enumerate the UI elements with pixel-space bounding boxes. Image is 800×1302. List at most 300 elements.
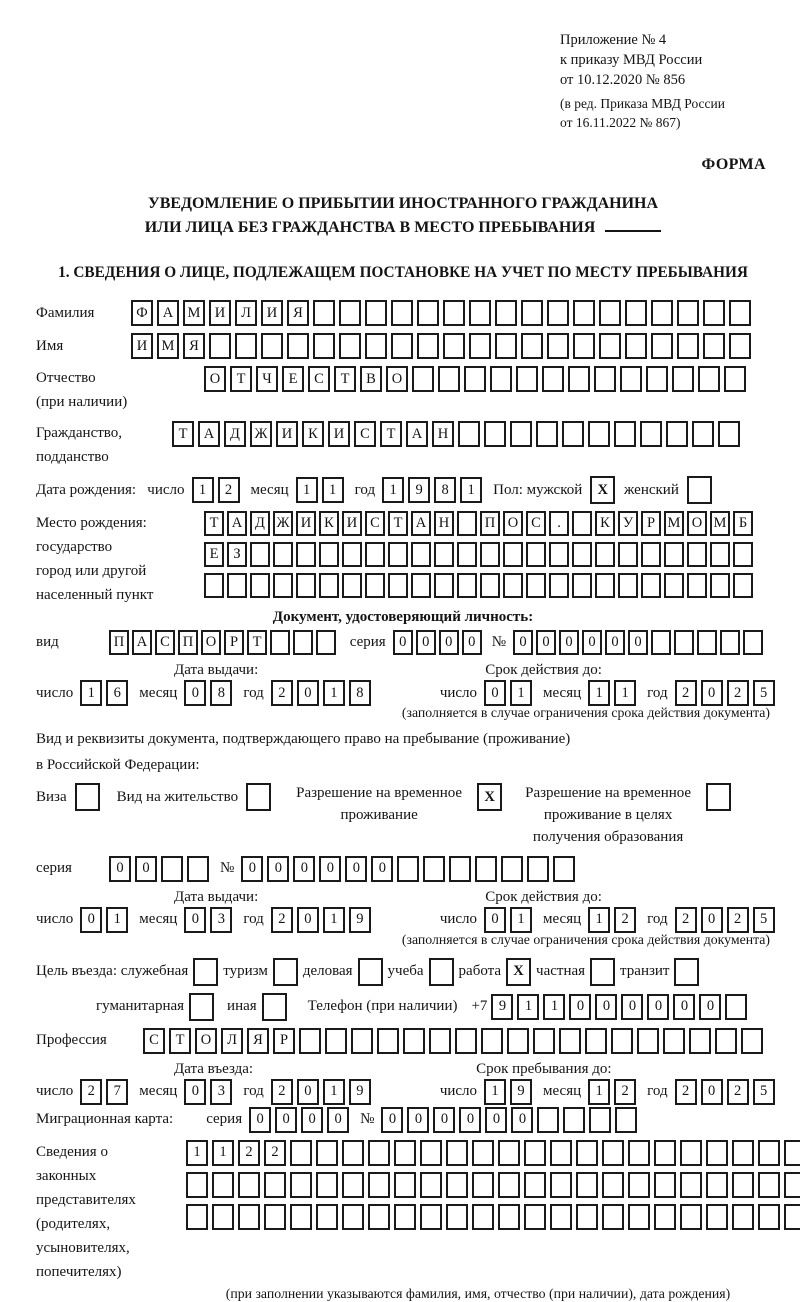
- char-cell[interactable]: [391, 333, 413, 359]
- char-cell[interactable]: 7: [106, 1079, 128, 1105]
- char-cell[interactable]: 0: [135, 856, 157, 882]
- char-cell[interactable]: О: [195, 1028, 217, 1054]
- char-cell[interactable]: 2: [238, 1140, 260, 1166]
- char-cell[interactable]: [495, 333, 517, 359]
- char-cell[interactable]: [628, 1204, 650, 1230]
- char-cell[interactable]: 1: [510, 907, 532, 933]
- char-cell[interactable]: [640, 421, 662, 447]
- char-cell[interactable]: [342, 542, 362, 567]
- char-cell[interactable]: [391, 300, 413, 326]
- char-cell[interactable]: 8: [349, 680, 371, 706]
- char-cell[interactable]: [204, 573, 224, 598]
- char-cell[interactable]: [472, 1204, 494, 1230]
- char-cell[interactable]: 0: [462, 630, 482, 655]
- char-cell[interactable]: [573, 333, 595, 359]
- char-cell[interactable]: И: [276, 421, 298, 447]
- char-cell[interactable]: [273, 573, 293, 598]
- char-cell[interactable]: 1: [543, 994, 565, 1020]
- char-cell[interactable]: [475, 856, 497, 882]
- char-cell[interactable]: [651, 630, 671, 655]
- char-cell[interactable]: [339, 300, 361, 326]
- char-cell[interactable]: [316, 1172, 338, 1198]
- char-cell[interactable]: [568, 366, 590, 392]
- char-cell[interactable]: [388, 542, 408, 567]
- char-cell[interactable]: [666, 421, 688, 447]
- char-cell[interactable]: [641, 573, 661, 598]
- char-cell[interactable]: Т: [230, 366, 252, 392]
- char-cell[interactable]: И: [296, 511, 316, 536]
- char-cell[interactable]: 2: [264, 1140, 286, 1166]
- purpose-tourism-checkbox[interactable]: [273, 958, 298, 986]
- char-cell[interactable]: [550, 1140, 572, 1166]
- char-cell[interactable]: [784, 1204, 800, 1230]
- char-cell[interactable]: [741, 1028, 763, 1054]
- char-cell[interactable]: [484, 421, 506, 447]
- char-cell[interactable]: 0: [184, 907, 206, 933]
- char-cell[interactable]: [784, 1140, 800, 1166]
- char-cell[interactable]: А: [411, 511, 431, 536]
- char-cell[interactable]: 2: [675, 1079, 697, 1105]
- char-cell[interactable]: Т: [380, 421, 402, 447]
- char-cell[interactable]: 0: [595, 994, 617, 1020]
- char-cell[interactable]: [481, 1028, 503, 1054]
- char-cell[interactable]: [464, 366, 486, 392]
- char-cell[interactable]: 3: [210, 907, 232, 933]
- char-cell[interactable]: Т: [334, 366, 356, 392]
- char-cell[interactable]: [319, 573, 339, 598]
- char-cell[interactable]: 0: [582, 630, 602, 655]
- char-cell[interactable]: [498, 1140, 520, 1166]
- char-cell[interactable]: [732, 1140, 754, 1166]
- char-cell[interactable]: 8: [210, 680, 232, 706]
- char-cell[interactable]: [628, 1140, 650, 1166]
- char-cell[interactable]: [238, 1172, 260, 1198]
- char-cell[interactable]: [325, 1028, 347, 1054]
- char-cell[interactable]: [706, 1140, 728, 1166]
- char-cell[interactable]: [710, 573, 730, 598]
- char-cell[interactable]: С: [365, 511, 385, 536]
- char-cell[interactable]: [429, 1028, 451, 1054]
- char-cell[interactable]: 1: [322, 477, 344, 503]
- char-cell[interactable]: [161, 856, 183, 882]
- char-cell[interactable]: 5: [753, 1079, 775, 1105]
- char-cell[interactable]: 0: [628, 630, 648, 655]
- char-cell[interactable]: 2: [675, 680, 697, 706]
- char-cell[interactable]: [733, 542, 753, 567]
- char-cell[interactable]: [585, 1028, 607, 1054]
- char-cell[interactable]: Б: [733, 511, 753, 536]
- char-cell[interactable]: [411, 573, 431, 598]
- char-cell[interactable]: [599, 333, 621, 359]
- char-cell[interactable]: [290, 1172, 312, 1198]
- char-cell[interactable]: [559, 1028, 581, 1054]
- char-cell[interactable]: О: [503, 511, 523, 536]
- char-cell[interactable]: А: [157, 300, 179, 326]
- char-cell[interactable]: 0: [371, 856, 393, 882]
- char-cell[interactable]: [692, 421, 714, 447]
- char-cell[interactable]: 0: [701, 680, 723, 706]
- char-cell[interactable]: [287, 333, 309, 359]
- char-cell[interactable]: 1: [186, 1140, 208, 1166]
- char-cell[interactable]: С: [308, 366, 330, 392]
- char-cell[interactable]: Т: [388, 511, 408, 536]
- char-cell[interactable]: Ж: [250, 421, 272, 447]
- char-cell[interactable]: [458, 421, 480, 447]
- char-cell[interactable]: [654, 1140, 676, 1166]
- char-cell[interactable]: [446, 1172, 468, 1198]
- char-cell[interactable]: [446, 1140, 468, 1166]
- char-cell[interactable]: [319, 542, 339, 567]
- char-cell[interactable]: Р: [273, 1028, 295, 1054]
- char-cell[interactable]: [553, 856, 575, 882]
- char-cell[interactable]: [316, 1140, 338, 1166]
- char-cell[interactable]: 5: [753, 680, 775, 706]
- char-cell[interactable]: [664, 542, 684, 567]
- char-cell[interactable]: [264, 1172, 286, 1198]
- char-cell[interactable]: 1: [80, 680, 102, 706]
- char-cell[interactable]: 2: [727, 907, 749, 933]
- char-cell[interactable]: 0: [536, 630, 556, 655]
- char-cell[interactable]: [620, 366, 642, 392]
- char-cell[interactable]: [446, 1204, 468, 1230]
- purpose-private-checkbox[interactable]: [590, 958, 615, 986]
- char-cell[interactable]: [677, 300, 699, 326]
- sex-female-checkbox[interactable]: [687, 476, 712, 504]
- char-cell[interactable]: 1: [192, 477, 214, 503]
- visa-checkbox[interactable]: [75, 783, 100, 811]
- char-cell[interactable]: 1: [614, 680, 636, 706]
- char-cell[interactable]: 0: [484, 680, 506, 706]
- char-cell[interactable]: [588, 421, 610, 447]
- char-cell[interactable]: .: [549, 511, 569, 536]
- char-cell[interactable]: [434, 542, 454, 567]
- char-cell[interactable]: [296, 542, 316, 567]
- char-cell[interactable]: [394, 1172, 416, 1198]
- char-cell[interactable]: 1: [588, 1079, 610, 1105]
- char-cell[interactable]: [455, 1028, 477, 1054]
- char-cell[interactable]: 1: [212, 1140, 234, 1166]
- char-cell[interactable]: 0: [327, 1107, 349, 1133]
- char-cell[interactable]: [547, 333, 569, 359]
- char-cell[interactable]: [457, 542, 477, 567]
- char-cell[interactable]: М: [710, 511, 730, 536]
- purpose-study-checkbox[interactable]: [429, 958, 454, 986]
- char-cell[interactable]: [394, 1204, 416, 1230]
- char-cell[interactable]: С: [155, 630, 175, 655]
- char-cell[interactable]: [599, 300, 621, 326]
- char-cell[interactable]: [628, 1172, 650, 1198]
- char-cell[interactable]: 0: [673, 994, 695, 1020]
- char-cell[interactable]: [625, 300, 647, 326]
- char-cell[interactable]: 0: [701, 907, 723, 933]
- char-cell[interactable]: [718, 421, 740, 447]
- char-cell[interactable]: 0: [297, 680, 319, 706]
- char-cell[interactable]: [576, 1172, 598, 1198]
- char-cell[interactable]: 0: [416, 630, 436, 655]
- char-cell[interactable]: [743, 630, 763, 655]
- char-cell[interactable]: 0: [484, 907, 506, 933]
- char-cell[interactable]: И: [131, 333, 153, 359]
- char-cell[interactable]: [618, 573, 638, 598]
- char-cell[interactable]: [654, 1204, 676, 1230]
- char-cell[interactable]: О: [201, 630, 221, 655]
- char-cell[interactable]: [503, 573, 523, 598]
- char-cell[interactable]: 2: [271, 680, 293, 706]
- char-cell[interactable]: 8: [434, 477, 456, 503]
- purpose-official-checkbox[interactable]: [193, 958, 218, 986]
- char-cell[interactable]: Т: [169, 1028, 191, 1054]
- char-cell[interactable]: [316, 630, 336, 655]
- char-cell[interactable]: А: [132, 630, 152, 655]
- char-cell[interactable]: 0: [109, 856, 131, 882]
- char-cell[interactable]: [270, 630, 290, 655]
- char-cell[interactable]: 0: [485, 1107, 507, 1133]
- char-cell[interactable]: Ч: [256, 366, 278, 392]
- char-cell[interactable]: [549, 573, 569, 598]
- char-cell[interactable]: 0: [297, 1079, 319, 1105]
- char-cell[interactable]: Е: [282, 366, 304, 392]
- char-cell[interactable]: 0: [241, 856, 263, 882]
- char-cell[interactable]: [510, 421, 532, 447]
- char-cell[interactable]: 0: [439, 630, 459, 655]
- char-cell[interactable]: И: [342, 511, 362, 536]
- char-cell[interactable]: 2: [675, 907, 697, 933]
- char-cell[interactable]: [316, 1204, 338, 1230]
- char-cell[interactable]: 1: [296, 477, 318, 503]
- char-cell[interactable]: [290, 1204, 312, 1230]
- char-cell[interactable]: [542, 366, 564, 392]
- char-cell[interactable]: [498, 1172, 520, 1198]
- char-cell[interactable]: [664, 573, 684, 598]
- char-cell[interactable]: М: [157, 333, 179, 359]
- char-cell[interactable]: [758, 1204, 780, 1230]
- char-cell[interactable]: [250, 542, 270, 567]
- char-cell[interactable]: 0: [80, 907, 102, 933]
- char-cell[interactable]: [209, 333, 231, 359]
- char-cell[interactable]: [365, 300, 387, 326]
- char-cell[interactable]: [449, 856, 471, 882]
- char-cell[interactable]: М: [664, 511, 684, 536]
- char-cell[interactable]: [403, 1028, 425, 1054]
- char-cell[interactable]: [368, 1204, 390, 1230]
- char-cell[interactable]: [469, 300, 491, 326]
- char-cell[interactable]: 1: [588, 907, 610, 933]
- char-cell[interactable]: [572, 511, 592, 536]
- char-cell[interactable]: А: [406, 421, 428, 447]
- char-cell[interactable]: 2: [80, 1079, 102, 1105]
- char-cell[interactable]: Р: [224, 630, 244, 655]
- char-cell[interactable]: 0: [184, 1079, 206, 1105]
- char-cell[interactable]: Т: [172, 421, 194, 447]
- purpose-other-checkbox[interactable]: [262, 993, 287, 1021]
- char-cell[interactable]: [480, 542, 500, 567]
- char-cell[interactable]: [472, 1172, 494, 1198]
- purpose-humanitarian-checkbox[interactable]: [189, 993, 214, 1021]
- char-cell[interactable]: 9: [349, 1079, 371, 1105]
- char-cell[interactable]: Ж: [273, 511, 293, 536]
- char-cell[interactable]: 0: [249, 1107, 271, 1133]
- char-cell[interactable]: 0: [699, 994, 721, 1020]
- char-cell[interactable]: [687, 542, 707, 567]
- char-cell[interactable]: [680, 1140, 702, 1166]
- char-cell[interactable]: 2: [614, 907, 636, 933]
- char-cell[interactable]: 0: [647, 994, 669, 1020]
- char-cell[interactable]: [342, 1204, 364, 1230]
- char-cell[interactable]: И: [328, 421, 350, 447]
- char-cell[interactable]: 2: [614, 1079, 636, 1105]
- char-cell[interactable]: Л: [235, 300, 257, 326]
- char-cell[interactable]: Р: [641, 511, 661, 536]
- char-cell[interactable]: [339, 333, 361, 359]
- char-cell[interactable]: [651, 300, 673, 326]
- char-cell[interactable]: [438, 366, 460, 392]
- char-cell[interactable]: Д: [250, 511, 270, 536]
- char-cell[interactable]: 0: [433, 1107, 455, 1133]
- char-cell[interactable]: 0: [513, 630, 533, 655]
- char-cell[interactable]: [212, 1172, 234, 1198]
- char-cell[interactable]: [637, 1028, 659, 1054]
- char-cell[interactable]: [602, 1172, 624, 1198]
- char-cell[interactable]: [313, 333, 335, 359]
- char-cell[interactable]: [651, 333, 673, 359]
- char-cell[interactable]: [614, 421, 636, 447]
- char-cell[interactable]: Н: [434, 511, 454, 536]
- char-cell[interactable]: 0: [319, 856, 341, 882]
- char-cell[interactable]: [457, 573, 477, 598]
- char-cell[interactable]: [526, 542, 546, 567]
- char-cell[interactable]: [563, 1107, 585, 1133]
- char-cell[interactable]: [550, 1204, 572, 1230]
- char-cell[interactable]: [503, 542, 523, 567]
- char-cell[interactable]: [715, 1028, 737, 1054]
- char-cell[interactable]: 0: [701, 1079, 723, 1105]
- char-cell[interactable]: [710, 542, 730, 567]
- char-cell[interactable]: 9: [510, 1079, 532, 1105]
- char-cell[interactable]: [434, 573, 454, 598]
- residence-permit-checkbox[interactable]: [246, 783, 271, 811]
- char-cell[interactable]: [724, 366, 746, 392]
- char-cell[interactable]: О: [687, 511, 707, 536]
- char-cell[interactable]: [457, 511, 477, 536]
- char-cell[interactable]: [365, 542, 385, 567]
- char-cell[interactable]: [521, 300, 543, 326]
- char-cell[interactable]: [595, 542, 615, 567]
- char-cell[interactable]: [706, 1204, 728, 1230]
- char-cell[interactable]: Т: [247, 630, 267, 655]
- char-cell[interactable]: 9: [349, 907, 371, 933]
- char-cell[interactable]: Л: [221, 1028, 243, 1054]
- char-cell[interactable]: Ф: [131, 300, 153, 326]
- char-cell[interactable]: [732, 1204, 754, 1230]
- sex-male-checkbox[interactable]: X: [590, 476, 615, 504]
- char-cell[interactable]: С: [143, 1028, 165, 1054]
- char-cell[interactable]: 9: [408, 477, 430, 503]
- char-cell[interactable]: [576, 1140, 598, 1166]
- char-cell[interactable]: [758, 1172, 780, 1198]
- char-cell[interactable]: [299, 1028, 321, 1054]
- char-cell[interactable]: [729, 333, 751, 359]
- char-cell[interactable]: [706, 1172, 728, 1198]
- char-cell[interactable]: [365, 573, 385, 598]
- char-cell[interactable]: [342, 1140, 364, 1166]
- char-cell[interactable]: Т: [204, 511, 224, 536]
- char-cell[interactable]: С: [526, 511, 546, 536]
- char-cell[interactable]: 5: [753, 907, 775, 933]
- char-cell[interactable]: [550, 1172, 572, 1198]
- char-cell[interactable]: [703, 333, 725, 359]
- char-cell[interactable]: К: [319, 511, 339, 536]
- char-cell[interactable]: 0: [621, 994, 643, 1020]
- char-cell[interactable]: [420, 1172, 442, 1198]
- char-cell[interactable]: 0: [459, 1107, 481, 1133]
- char-cell[interactable]: 3: [210, 1079, 232, 1105]
- char-cell[interactable]: [687, 573, 707, 598]
- char-cell[interactable]: [677, 333, 699, 359]
- char-cell[interactable]: [533, 1028, 555, 1054]
- char-cell[interactable]: 2: [271, 1079, 293, 1105]
- char-cell[interactable]: [490, 366, 512, 392]
- char-cell[interactable]: 1: [588, 680, 610, 706]
- char-cell[interactable]: К: [302, 421, 324, 447]
- char-cell[interactable]: [680, 1172, 702, 1198]
- char-cell[interactable]: [562, 421, 584, 447]
- char-cell[interactable]: 6: [106, 680, 128, 706]
- char-cell[interactable]: [602, 1204, 624, 1230]
- char-cell[interactable]: 1: [484, 1079, 506, 1105]
- char-cell[interactable]: [411, 542, 431, 567]
- char-cell[interactable]: [516, 366, 538, 392]
- char-cell[interactable]: [296, 573, 316, 598]
- char-cell[interactable]: [524, 1204, 546, 1230]
- char-cell[interactable]: [472, 1140, 494, 1166]
- char-cell[interactable]: [212, 1204, 234, 1230]
- char-cell[interactable]: [594, 366, 616, 392]
- char-cell[interactable]: 2: [218, 477, 240, 503]
- char-cell[interactable]: 0: [297, 907, 319, 933]
- char-cell[interactable]: [293, 630, 313, 655]
- char-cell[interactable]: Е: [204, 542, 224, 567]
- char-cell[interactable]: [420, 1140, 442, 1166]
- char-cell[interactable]: [524, 1172, 546, 1198]
- char-cell[interactable]: 2: [727, 1079, 749, 1105]
- char-cell[interactable]: Д: [224, 421, 246, 447]
- char-cell[interactable]: [602, 1140, 624, 1166]
- purpose-work-checkbox[interactable]: X: [506, 958, 531, 986]
- char-cell[interactable]: [663, 1028, 685, 1054]
- char-cell[interactable]: К: [595, 511, 615, 536]
- char-cell[interactable]: А: [198, 421, 220, 447]
- char-cell[interactable]: [733, 573, 753, 598]
- char-cell[interactable]: [589, 1107, 611, 1133]
- char-cell[interactable]: 1: [382, 477, 404, 503]
- char-cell[interactable]: У: [618, 511, 638, 536]
- char-cell[interactable]: [526, 573, 546, 598]
- char-cell[interactable]: [187, 856, 209, 882]
- char-cell[interactable]: 0: [345, 856, 367, 882]
- char-cell[interactable]: [536, 421, 558, 447]
- char-cell[interactable]: 9: [491, 994, 513, 1020]
- char-cell[interactable]: [547, 300, 569, 326]
- char-cell[interactable]: [521, 333, 543, 359]
- char-cell[interactable]: 1: [106, 907, 128, 933]
- char-cell[interactable]: 0: [184, 680, 206, 706]
- char-cell[interactable]: [388, 573, 408, 598]
- char-cell[interactable]: [412, 366, 434, 392]
- char-cell[interactable]: [654, 1172, 676, 1198]
- char-cell[interactable]: [368, 1140, 390, 1166]
- char-cell[interactable]: 0: [275, 1107, 297, 1133]
- char-cell[interactable]: [618, 542, 638, 567]
